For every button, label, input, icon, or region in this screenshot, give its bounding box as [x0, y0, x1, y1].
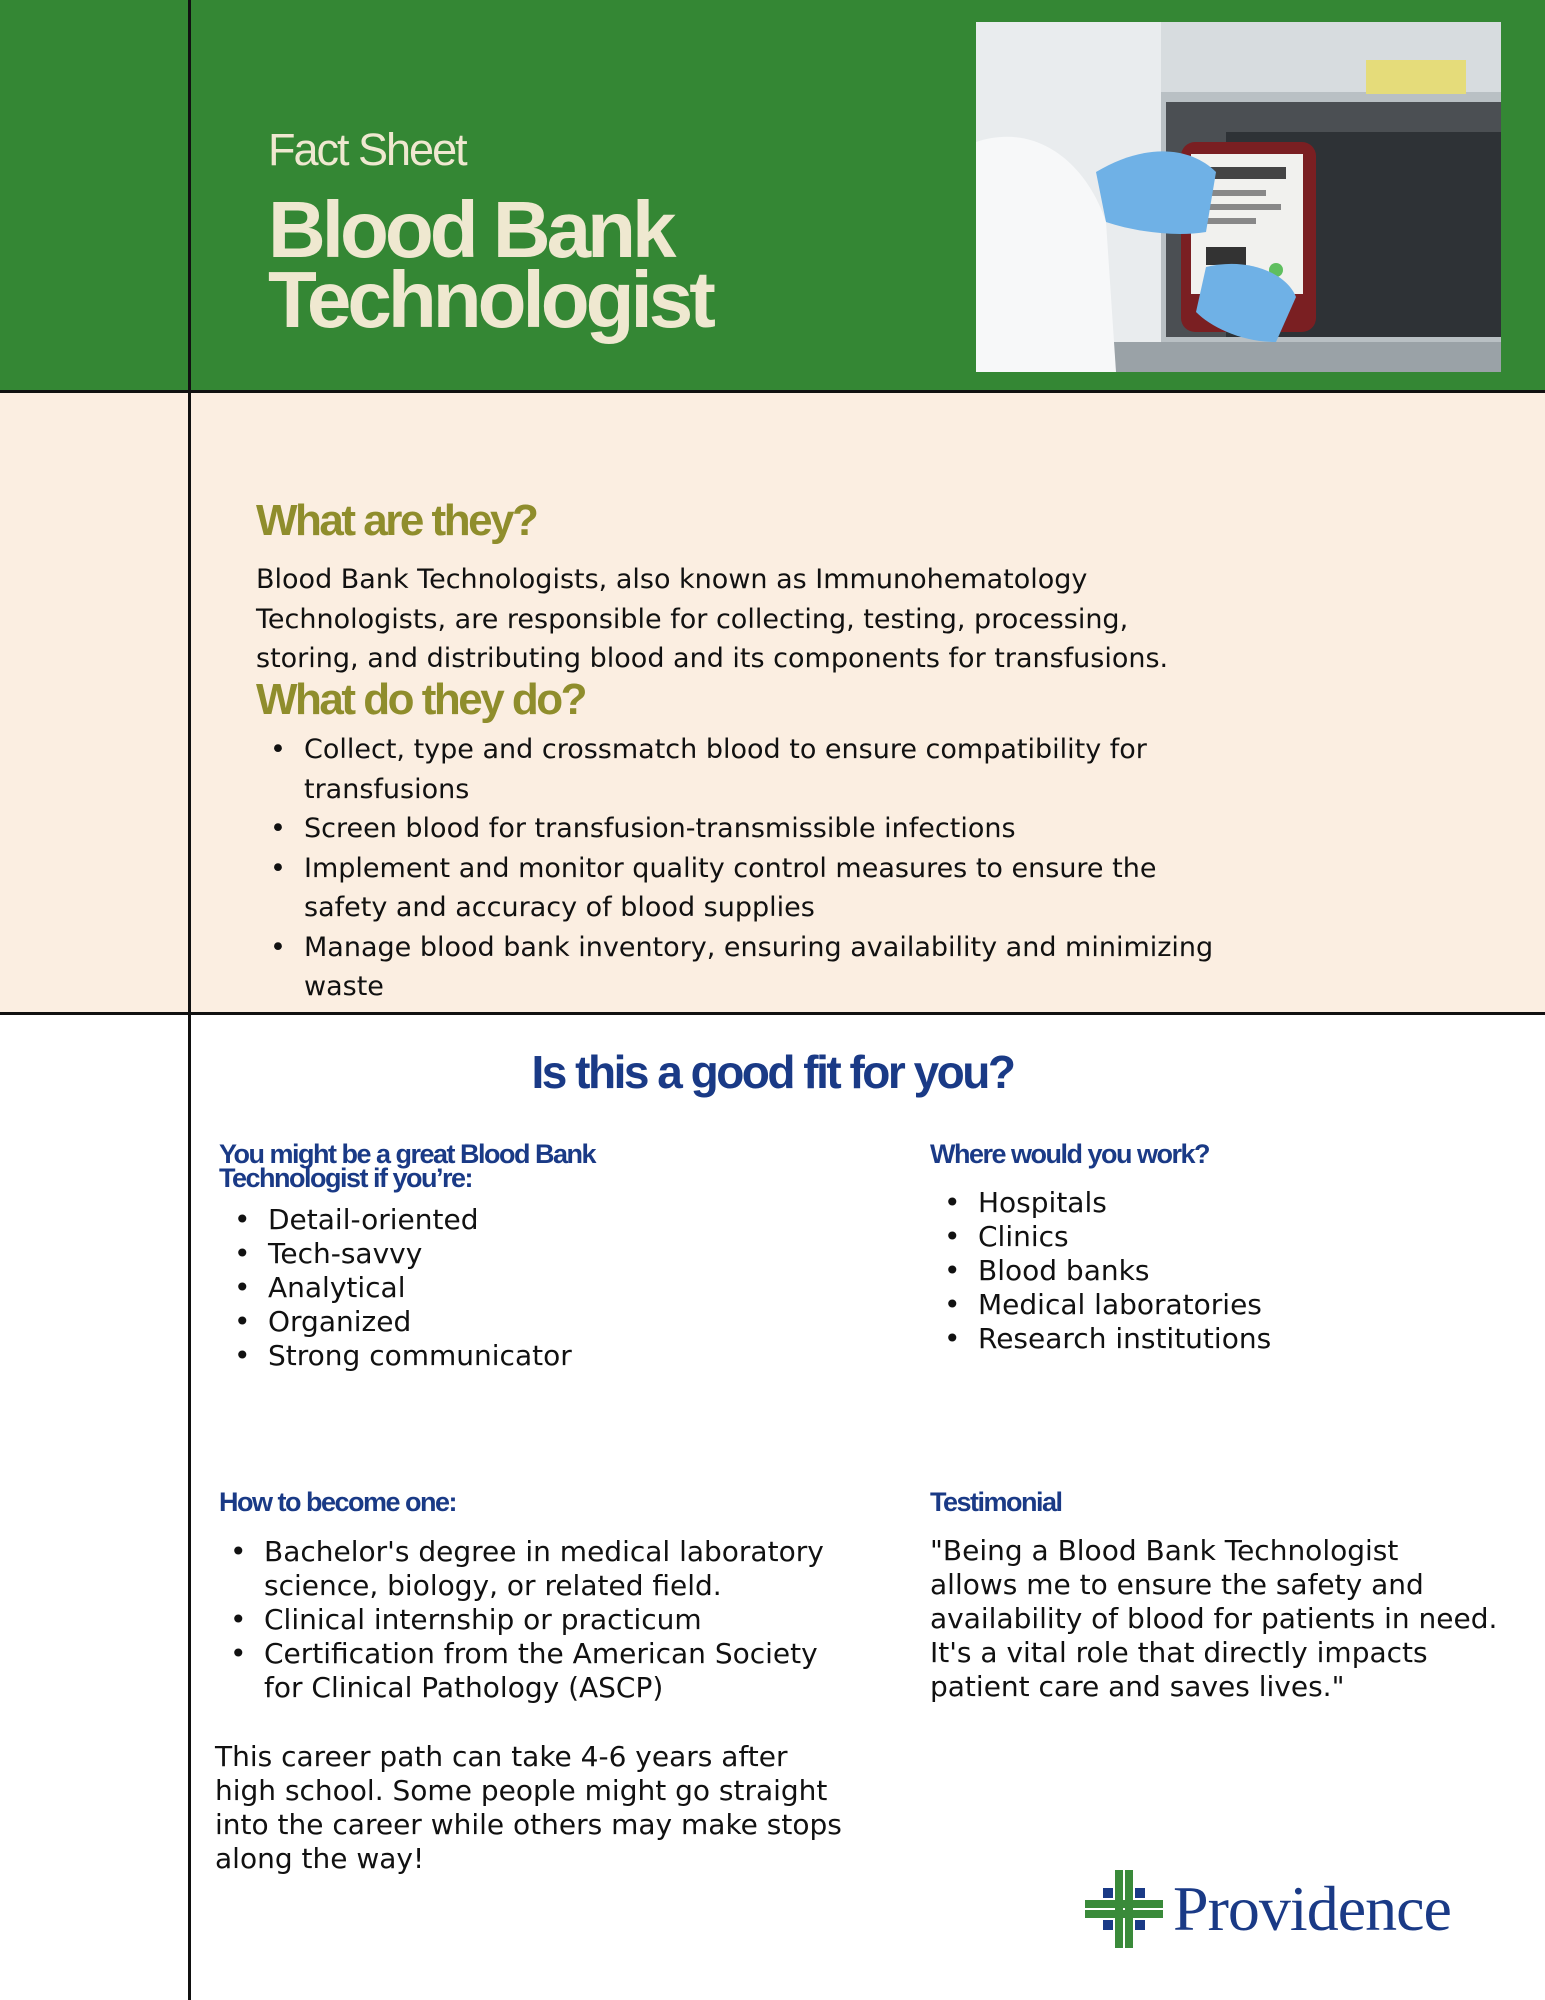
divider-header: [0, 390, 1545, 393]
list-item: • Detail-oriented: [220, 1203, 820, 1237]
divider-band: [0, 1012, 1545, 1015]
list-item: • Blood banks: [930, 1254, 1490, 1288]
quote-line: patient care and saves lives.": [930, 1670, 1345, 1703]
duty-line: • Collect, type and crossmatch blood to ensure compatibility for: [304, 734, 1147, 765]
testimonial-heading: Testimonial: [930, 1487, 1062, 1517]
become-line: • Clinical internship or practicum: [264, 1603, 702, 1636]
duty-line: transfusions: [304, 773, 470, 805]
duty-line: waste: [304, 971, 384, 1002]
quote-line: availability of blood for patients in need.: [930, 1602, 1498, 1635]
list-item: [256, 730, 1236, 809]
list-item: • Tech-savvy: [220, 1237, 820, 1271]
become-line: • Bachelor's degree in medical laboratory: [264, 1535, 824, 1568]
career-path-note: [215, 1740, 855, 1876]
what-are-they-line: Technologists, are responsible for collecting, testing, processing,: [256, 603, 1129, 635]
list-item: [216, 1535, 836, 1603]
what-are-they-line: Blood Bank Technologists, also known as Immunohematology: [256, 564, 1088, 595]
become-line: • Certification from the American Society: [264, 1637, 818, 1670]
providence-logo: [1085, 1868, 1485, 1953]
list-item: • Medical laboratories: [930, 1288, 1490, 1322]
vertical-rule: [188, 0, 191, 2000]
duty-line: • Manage blood bank inventory, ensuring availability and minimizing: [304, 931, 1214, 963]
blood-bag-photo: [976, 22, 1501, 372]
page-title-line-2: Technologist: [268, 255, 712, 344]
become-line: for Clinical Pathology (ASCP): [264, 1671, 664, 1704]
traits-heading-line: You might be a great Blood Bank: [219, 1139, 596, 1169]
traits-heading-line: Technologist if you’re:: [219, 1163, 473, 1193]
page-title-line-1: Blood Bank: [268, 185, 673, 274]
list-item: [216, 1603, 836, 1637]
quote-line: It's a vital role that directly impacts: [930, 1636, 1428, 1669]
become-heading: How to become one:: [219, 1487, 457, 1517]
list-item: • Strong communicator: [220, 1339, 820, 1373]
workplaces-heading: Where would you work?: [930, 1139, 1210, 1169]
blood-bag-illustration: [976, 22, 1501, 372]
list-item: [256, 849, 1236, 928]
list-item: • Organized: [220, 1305, 820, 1339]
what-are-they-body: [256, 560, 1256, 679]
workplaces-list: [930, 1186, 1490, 1356]
list-item: [256, 928, 1236, 1007]
list-item: • Research institutions: [930, 1322, 1490, 1356]
cross-icon: [1085, 1870, 1163, 1948]
traits-list: [220, 1203, 820, 1373]
fit-heading: Is this a good fit for you?: [531, 1046, 1014, 1098]
duty-line: safety and accuracy of blood supplies: [304, 892, 815, 923]
list-item: • Clinics: [930, 1220, 1490, 1254]
testimonial-quote: [930, 1534, 1510, 1704]
quote-line: allows me to ensure the safety and: [930, 1568, 1424, 1601]
list-item: [216, 1637, 836, 1705]
note-line: high school. Some people might go straight: [215, 1774, 828, 1807]
become-line: science, biology, or related field.: [264, 1569, 722, 1602]
note-line: into the career while others may make stops: [215, 1808, 842, 1841]
providence-wordmark: Providence: [1173, 1873, 1451, 1944]
page-title: [268, 185, 712, 344]
traits-heading: [219, 1139, 596, 1193]
what-are-they-heading: What are they?: [256, 496, 537, 545]
what-do-they-do-heading: What do they do?: [256, 675, 586, 724]
note-line: This career path can take 4-6 years after: [215, 1740, 788, 1773]
note-line: along the way!: [215, 1842, 425, 1875]
become-list: [216, 1535, 836, 1705]
duty-line: • Implement and monitor quality control measures to ensure the: [304, 852, 1157, 884]
list-item: • Hospitals: [930, 1186, 1490, 1220]
fact-sheet-label: Fact Sheet: [268, 124, 466, 175]
quote-line: "Being a Blood Bank Technologist: [930, 1534, 1399, 1567]
duties-list: [256, 730, 1236, 1007]
list-item: [256, 809, 1236, 849]
list-item: • Analytical: [220, 1271, 820, 1305]
what-are-they-line: storing, and distributing blood and its components for transfusions.: [256, 643, 1169, 674]
header-band: [0, 0, 1545, 391]
duty-line: • Screen blood for transfusion-transmissible infections: [304, 813, 1016, 844]
